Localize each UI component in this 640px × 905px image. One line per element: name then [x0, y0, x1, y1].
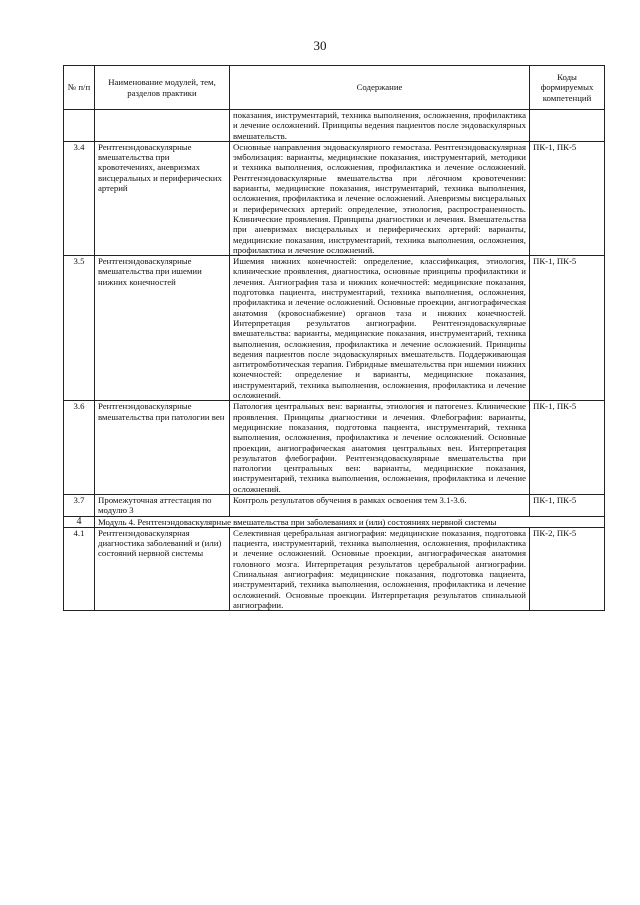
row-name: Рентгенэндоваскулярные вмешательства при патологии вен — [95, 401, 230, 495]
module-num: 4 — [64, 516, 95, 527]
row-name: Рентгенэндоваскулярная диагностика заболеваний и (или) состояний нервной системы — [95, 527, 230, 610]
row-name: Рентгенэндоваскулярные вмешательства при ишемии нижних конечностей — [95, 256, 230, 401]
continuation-row — [64, 110, 605, 142]
row-content: Патология центральных вен: варианты, этиология и патогенез. Клинические проявления. Принципы диагностики и лечения. Флебография: варианты, медицинские показания, подготовка пациента, инструментарий, техника выполнения, осложнения, профилактика и лечение осложнений. Основные проекции, ангиографическая анатомия центральных вен. Интерпретация результатов флебографии. Рентгенэндоваскулярные вмешательства при патологии центральных вен: варианты, медицинские показания, инструментарий, техника выполнения, осложнения, профилактика и лечение осложнений. — [230, 401, 530, 495]
row-codes: ПК-2, ПК-5 — [530, 527, 605, 610]
header-num: № п/п — [64, 66, 95, 110]
row-num: 4.1 — [64, 527, 95, 610]
row-content: Основные направления эндоваскулярного гемостаза. Рентгенэндоваскулярная эмболизация: варианты, медицинские показания, инструментарий, методики и техника выполнения, осложнения, профилактика и лечение осложнений. Рентгенэндоваскулярные вмешательства при лёгочном кровотечении: варианты, медицинские показания, инструментарий, техника выполнения, осложнения, профилактика и лечение осложнений. Аневризмы висцеральных и периферических артерий: определение, этиология, распространенность. Клинические проявления. Принципы диагностики и лечения. Вмешательства при аневризмах висцеральных и периферических артерий: варианты, медицинские показания, инструментарий, техника выполнения, осложнения, профилактика и лечение осложнений. — [230, 141, 530, 255]
row-codes: ПК-1, ПК-5 — [530, 256, 605, 401]
table-row — [64, 141, 605, 255]
row-content: Ишемия нижних конечностей: определение, классификация, этиология, клинические проявления, диагностика, основные принципы профилактики и лечения. Ангиография таза и нижних конечностей: медицинские показания, подготовка пациента, инструментарий, техника выполнения, осложнения, профилактика и лечение осложнений. Основные проекции, ангиографическая анатомия (кровоснабжение) органов таза и нижних конечностей. Интерпретация результатов ангиографии. Рентгенэндоваскулярные вмешательства: варианты, медицинские показания, инструментарий, техника выполнения, осложнения, профилактика и лечение осложнений. Принципы ведения пациентов после эндоваскулярных вмешательств. Поддерживающая антитромботическая терапия. Гибридные вмешательства при ишемии нижних конечностей: определение и варианты, медицинские показания, инструментарий, техника выполнения, осложнения, профилактика и лечение осложнений. — [230, 256, 530, 401]
table-row — [64, 494, 605, 516]
continuation-content: показания, инструментарий, техника выполнения, осложнения, профилактика и лечение осложнений. Принципы ведения пациентов после эндоваскулярных вмешательств. — [230, 110, 530, 142]
page-number: 30 — [313, 38, 327, 53]
module-title: Модуль 4. Рентгенэндоваскулярные вмешательства при заболеваниях и (или) состояниях нервной системы — [95, 516, 605, 527]
row-content: Селективная церебральная ангиография: медицинские показания, подготовка пациента, инструментарий, техника выполнения, осложнения, профилактика и лечение осложнений. Основные проекции, ангиографическая анатомия головного мозга. Интерпретация результатов церебральной ангиографии. Спинальная ангиография: медицинские показания, подготовка пациента, инструментарий, техника выполнения, осложнения, профилактика и лечение осложнений. Основные проекции. Интерпретация результатов спинальной ангиографии. — [230, 527, 530, 610]
header-content: Содержание — [230, 66, 530, 110]
table-row — [64, 527, 605, 610]
row-num: 3.5 — [64, 256, 95, 401]
table-header-row — [64, 66, 605, 110]
table-row — [64, 256, 605, 401]
row-codes: ПК-1, ПК-5 — [530, 401, 605, 495]
table-row — [64, 401, 605, 495]
row-num: 3.7 — [64, 494, 95, 516]
row-name: Рентгенэндоваскулярные вмешательства при кровотечениях, аневризмах висцеральных и периферических артерий — [95, 141, 230, 255]
row-codes: ПК-1, ПК-5 — [530, 494, 605, 516]
row-codes: ПК-1, ПК-5 — [530, 141, 605, 255]
module-row — [64, 516, 605, 527]
row-num: 3.4 — [64, 141, 95, 255]
row-num: 3.6 — [64, 401, 95, 495]
row-content: Контроль результатов обучения в рамках освоения тем 3.1-3.6. — [230, 494, 530, 516]
row-name: Промежуточная аттестация по модулю 3 — [95, 494, 230, 516]
curriculum-table — [63, 65, 605, 611]
header-name: Наименование модулей, тем, разделов практики — [95, 66, 230, 110]
header-codes: Коды формируемых компетенций — [530, 66, 605, 110]
